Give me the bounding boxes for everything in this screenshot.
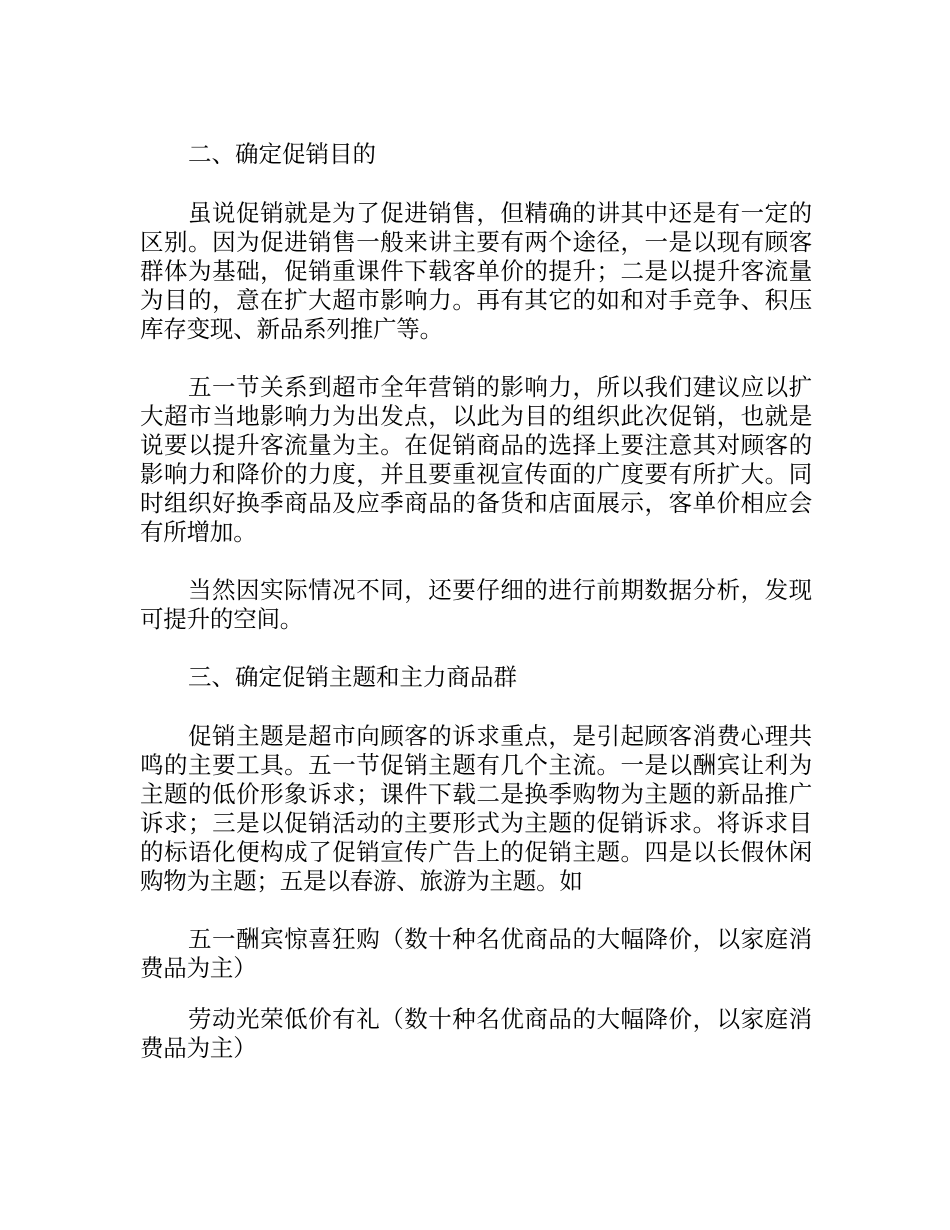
paragraph-theme-example-1: 五一酬宾惊喜狂购（数十种名优商品的大幅降价，以家庭消费品为主） xyxy=(140,925,812,982)
paragraph-promotion-purpose: 虽说促销就是为了促进销售，但精确的讲其中还是有一定的区别。因为促进销售一般来讲主要有两个途径，一是以现有顾客群体为基础，促销重课件下载客单价的提升；二是以提升客流量为目的，意在扩大超市影响力。再有其它的如和对手竞争、积压库存变现、新品系列推广等。 xyxy=(140,199,812,343)
section-two-heading: 二、确定促销目的 xyxy=(188,140,376,168)
paragraph-theme-example-2: 劳动光荣低价有礼（数十种名优商品的大幅降价，以家庭消费品为主） xyxy=(140,1005,812,1062)
paragraph-data-analysis: 当然因实际情况不同，还要仔细的进行前期数据分析，发现可提升的空间。 xyxy=(140,576,812,633)
document-page xyxy=(140,140,812,1092)
section-three-heading: 三、确定促销主题和主力商品群 xyxy=(188,663,517,691)
paragraph-may-day-influence: 五一节关系到超市全年营销的影响力，所以我们建议应以扩大超市当地影响力为出发点，以此为目的组织此次促销，也就是说要以提升客流量为主。在促销商品的选择上要注意其对顾客的影响力和降价的力度，并且要重视宣传面的广度要有所扩大。同时组织好换季商品及应季商品的备货和店面展示，客单价相应会有所增加。 xyxy=(140,373,812,546)
paragraph-promotion-theme: 促销主题是超市向顾客的诉求重点，是引起顾客消费心理共鸣的主要工具。五一节促销主题有几个主流。一是以酬宾让利为主题的低价形象诉求；课件下载二是换季购物为主题的新品推广诉求；三是以促销活动的主要形式为主题的促销诉求。将诉求目的标语化便构成了促销宣传广告上的促销主题。四是以长假休闲购物为主题；五是以春游、旅游为主题。如 xyxy=(140,722,812,895)
